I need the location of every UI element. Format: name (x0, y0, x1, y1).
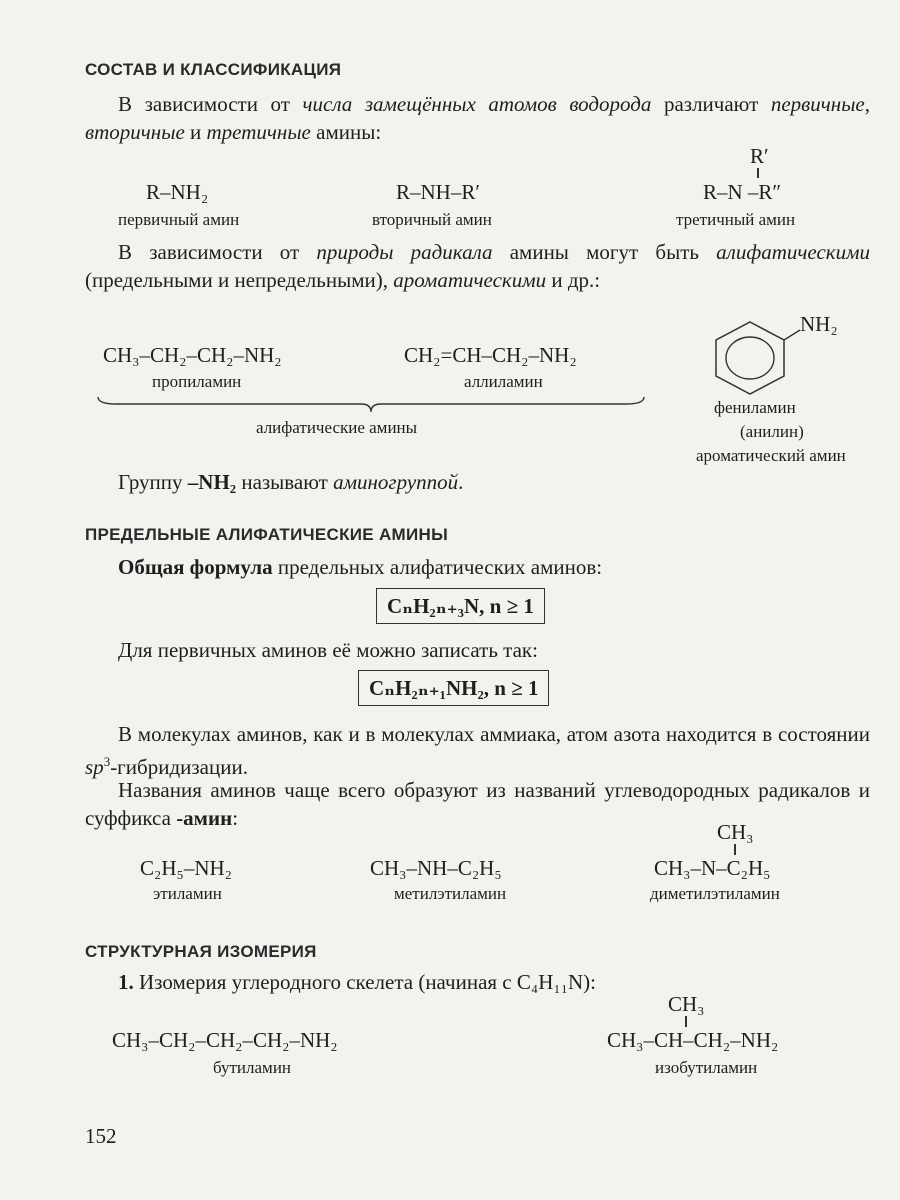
text: и др.: (546, 268, 601, 292)
text: (предельными и непредельными), (85, 268, 394, 292)
text: различают (651, 92, 771, 116)
text: Изомерия углеродного скелета (начиная с C₄H₁₁N): (133, 970, 597, 994)
text: называют (236, 470, 334, 494)
formula-primary-amine: R–NH₂ (146, 180, 209, 204)
formula-dimethylethylamine-top: CH₃ (717, 820, 754, 844)
label-phenylamine: фениламин (714, 398, 796, 417)
suffix: -амин (176, 806, 233, 830)
paragraph-hybridization (85, 720, 870, 781)
formula-allylamine: CH₂=CH–CH₂–NH₂ (404, 343, 577, 367)
formula-aniline-group: NH₂ (800, 312, 838, 336)
formula-isobutylamine-top: CH₃ (668, 992, 705, 1016)
page-number: 152 (85, 1124, 117, 1148)
label-isobutylamine: изобутиламин (655, 1058, 758, 1077)
label-secondary-amine: вторичный амин (372, 210, 492, 229)
bond-line (757, 168, 759, 178)
text: амины могут быть (492, 240, 717, 264)
emphasis: первичные (770, 92, 865, 116)
formula-tertiary-amine: R–N –R″ (703, 180, 782, 204)
formula-tertiary-top: R′ (750, 144, 769, 168)
paragraph-primary: Для первичных аминов её можно записать так: (118, 638, 538, 662)
curly-brace (96, 395, 646, 415)
amino-group-formula: –NH₂ (187, 470, 237, 494)
emphasis: вторичные (85, 120, 185, 144)
bond-line (685, 1016, 687, 1027)
label-butylamine: бутиламин (213, 1058, 292, 1077)
paragraph-skeleton-isomerism (118, 970, 596, 995)
text: -гибридизации. (110, 755, 248, 779)
label-dimethylethylamine: диметилэтиламин (650, 884, 780, 903)
formula-butylamine: CH₃–CH₂–CH₂–CH₂–NH₂ (112, 1028, 338, 1052)
label-aniline: (анилин) (740, 422, 804, 441)
text: Названия аминов чаще всего образуют из названий углеводородных радикалов и суффикса (85, 778, 870, 830)
section-heading-composition: СОСТАВ И КЛАССИФИКАЦИЯ (85, 60, 342, 79)
text: В зависимости от (118, 240, 317, 264)
item-number: 1. (118, 970, 134, 994)
text: : (232, 806, 239, 830)
boxed-formula-general: CₙH₂ₙ₊₃N, n ≥ 1 (376, 588, 545, 624)
benzene-ring-icon (712, 318, 802, 396)
boxed-formula-primary: CₙH₂ₙ₊₁NH₂, n ≥ 1 (358, 670, 549, 706)
text: амины: (310, 120, 382, 144)
text: В зависимости от (118, 92, 303, 116)
emphasis: природы радикала (316, 240, 493, 264)
label-methylethylamine: метилэтиламин (394, 884, 507, 903)
emphasis-bold: Общая формула (118, 555, 273, 579)
formula-ethylamine: C₂H₅–NH₂ (140, 856, 232, 880)
formula-propylamine: CH₃–CH₂–CH₂–NH₂ (103, 343, 282, 367)
section-heading-saturated: ПРЕДЕЛЬНЫЕ АЛИФАТИЧЕСКИЕ АМИНЫ (85, 525, 449, 544)
text: и (184, 120, 207, 144)
text: . (458, 470, 464, 494)
formula-isobutylamine: CH₃–CH–CH₂–NH₂ (607, 1028, 779, 1052)
paragraph-amino-group (118, 470, 463, 495)
label-tertiary-amine: третичный амин (676, 210, 796, 229)
emphasis: аминогруппой (333, 470, 459, 494)
formula-methylethylamine: CH₃–NH–C₂H₅ (370, 856, 502, 880)
emphasis: алифатическими (716, 240, 870, 264)
emphasis: sp (85, 755, 104, 779)
paragraph-radical (85, 238, 870, 294)
label-primary-amine: первичный амин (118, 210, 240, 229)
formula-dimethylethylamine: CH₃–N–C₂H₅ (654, 856, 771, 880)
emphasis: ароматическими (393, 268, 547, 292)
label-propylamine: пропиламин (152, 372, 242, 391)
emphasis: третичные (206, 120, 311, 144)
formula-secondary-amine: R–NH–R′ (396, 180, 480, 204)
bond-line (734, 844, 736, 855)
superscript: 3 (103, 754, 111, 769)
paragraph-substitution (85, 90, 870, 146)
label-aliphatic-amines: алифатические амины (256, 418, 418, 437)
label-aromatic-amine: ароматический амин (696, 446, 846, 465)
label-ethylamine: этиламин (153, 884, 222, 903)
emphasis: числа замещённых атомов водорода (302, 92, 652, 116)
text: , (864, 92, 870, 116)
text: Группу (118, 470, 188, 494)
text: предельных алифатических аминов: (272, 555, 603, 579)
text: В молекулах аминов, как и в молекулах аммиака, атом азота находится в состоянии (118, 722, 870, 746)
section-heading-isomerism: СТРУКТУРНАЯ ИЗОМЕРИЯ (85, 942, 317, 961)
label-allylamine: аллиламин (464, 372, 543, 391)
paragraph-general-formula (118, 555, 602, 580)
